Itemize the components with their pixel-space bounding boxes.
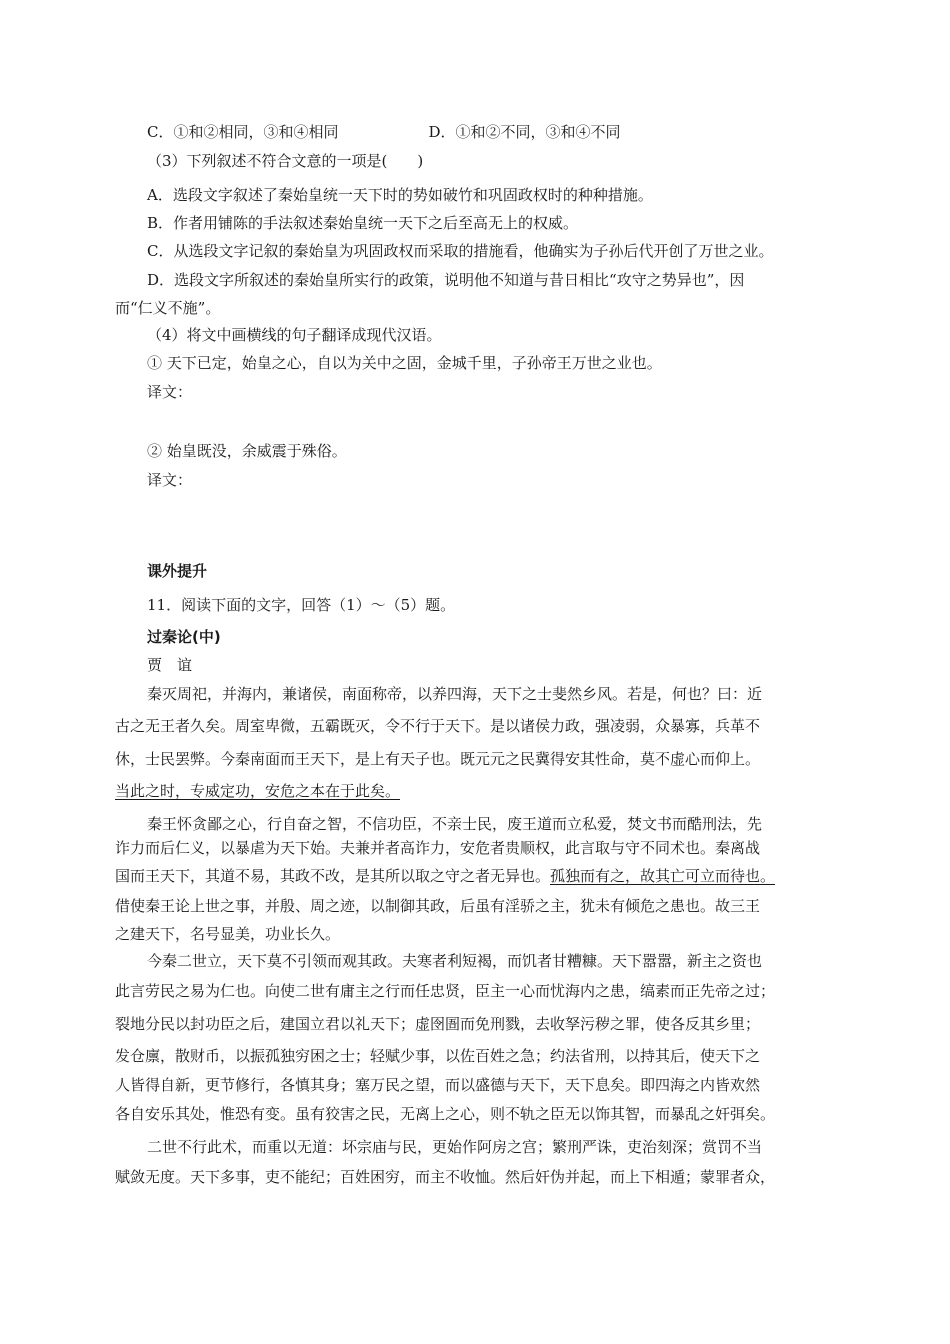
passage-text: 国而王天下，其道不易，其政不改，是其所以取之守之者无异也。 — [115, 867, 551, 885]
sub-question-3-option-d-line2: 而“仁义不施”。 — [115, 299, 221, 317]
passage-line: 秦灭周祀，并海内，兼诸侯，南面称帝，以养四海，天下之士斐然乡风。若是，何也？曰：近 — [147, 685, 763, 703]
section-heading: 课外提升 — [147, 562, 208, 580]
underlined-sentence-1: 当此之时，专威定功，安危之本在于此矣。 — [115, 782, 401, 800]
sub-question-3: （3）下列叙述不符合文意的一项是( ) — [147, 152, 424, 170]
question-10-options-cd — [147, 122, 621, 142]
passage-line: 各自安乐其处，惟恐有变。虽有狡害之民，无离上之心，则不轨之臣无以饰其智，而暴乱之奸弭矣。 — [115, 1105, 776, 1123]
passage-line: 二世不行此术，而重以无道：坏宗庙与民，更始作阿房之宫；繁刑严诛，吏治刻深；赏罚不当 — [147, 1138, 763, 1156]
passage-title: 过秦论(中) — [147, 628, 221, 646]
sub-question-3-option-d-line1: D．选段文字所叙述的秦始皇所实行的政策，说明他不知道与昔日相比“攻守之势异也”，因 — [147, 271, 745, 289]
underlined-sentence-2: 孤独而有之，故其亡可立而待也。 — [550, 867, 776, 885]
passage-line: 此言劳民之易为仁也。向使二世有庸主之行而任忠贤，臣主一心而忧海内之患，缟素而正先帝之过； — [115, 982, 776, 1000]
option-c: C．①和②相同，③和④相同 — [147, 123, 339, 141]
passage-line: 人皆得自新，更节修行，各慎其身；塞万民之望，而以盛德与天下，天下息矣。即四海之内皆欢然 — [115, 1076, 761, 1094]
passage-line: 借使秦王论上世之事，并殷、周之迹，以制御其政，后虽有淫骄之主，犹未有倾危之患也。故三王 — [115, 897, 761, 915]
passage-line: 发仓廪，散财币，以振孤独穷困之士；轻赋少事，以佐百姓之急；约法省刑，以持其后，使天下之 — [115, 1047, 761, 1065]
passage-line: 秦王怀贪鄙之心，行自奋之智，不信功臣，不亲士民，废王道而立私爱，焚文书而酷刑法，先 — [147, 815, 763, 833]
passage-line: 诈力而后仁义，以暴虐为天下始。夫兼并者高诈力，安危者贵顺权，此言取与守不同术也。秦离战 — [115, 839, 761, 857]
translation-sentence-2: ② 始皇既没，余威震于殊俗。 — [147, 442, 347, 460]
passage-line: 赋敛无度。天下多事，吏不能纪；百姓困穷，而主不收恤。然后奸伪并起，而上下相遁；蒙罪者众， — [115, 1168, 776, 1186]
translation-sentence-1: ① 天下已定，始皇之心，自以为关中之固，金城千里，子孙帝王万世之业也。 — [147, 354, 662, 372]
passage-author: 贾 谊 — [147, 656, 193, 674]
passage-line: 裂地分民以封功臣之后，建国立君以礼天下；虚囹圄而免刑戮，去收孥污秽之罪，使各反其乡里； — [115, 1015, 761, 1033]
passage-line: 之建天下，名号显美，功业长久。 — [115, 925, 341, 943]
sub-question-3-option-a: A．选段文字叙述了秦始皇统一天下时的势如破竹和巩固政权时的种种措施。 — [147, 186, 653, 204]
sub-question-3-option-c: C．从选段文字记叙的秦始皇为巩固政权而采取的措施看，他确实为子孙后代开创了万世之业。 — [147, 242, 774, 260]
translation-label-1: 译文： — [147, 383, 193, 401]
sub-question-3-option-b: B．作者用铺陈的手法叙述秦始皇统一天下之后至高无上的权威。 — [147, 214, 579, 232]
passage-line: 今秦二世立，天下莫不引领而观其政。夫寒者利短褐，而饥者甘糟糠。天下嚣嚣，新主之资也 — [147, 952, 763, 970]
sub-question-4: （4）将文中画横线的句子翻译成现代汉语。 — [147, 326, 442, 344]
passage-line-with-underline — [115, 866, 775, 886]
option-d: D．①和②不同，③和④不同 — [428, 123, 621, 141]
translation-label-2: 译文： — [147, 471, 193, 489]
passage-line: 休，士民罢弊。今秦南面而王天下，是上有天子也。既元元之民冀得安其性命，莫不虚心而仰上。 — [115, 750, 761, 768]
passage-line: 古之无王者久矣。周室卑微，五霸既灭，令不行于天下。是以诸侯力政，强凌弱，众暴寡，兵革不 — [115, 717, 761, 735]
question-11-prompt: 11．阅读下面的文字，回答（1）～（5）题。 — [147, 596, 456, 614]
